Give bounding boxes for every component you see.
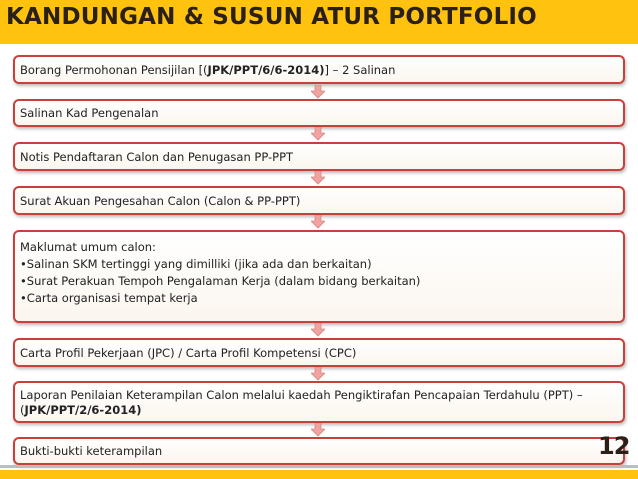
step-7-line-1: Laporan Penilaian Keterampilan Calon melalui kaedah Pengiktirafan Pencapaian Terdahulu (PPT) – bbox=[20, 388, 583, 402]
step-7-line-2: (JPK/PPT/2/6-2014) bbox=[20, 403, 142, 417]
footer-bar bbox=[0, 470, 638, 479]
step-box-8 bbox=[13, 437, 625, 465]
list-item: •Salinan SKM tertinggi yang dimilliki (jika ada dan berkaitan) bbox=[20, 257, 372, 271]
down-arrow-icon bbox=[311, 171, 325, 185]
slide-title: KANDUNGAN & SUSUN ATUR PORTFOLIO bbox=[6, 4, 537, 30]
step-8-text: Bukti-bukti keterampilan bbox=[20, 444, 163, 458]
down-arrow-icon bbox=[311, 323, 325, 337]
step-box-2 bbox=[13, 99, 625, 127]
step-box-7 bbox=[13, 381, 625, 423]
step-6-text: Carta Profil Pekerjaan (JPC) / Carta Profil Kompetensi (CPC) bbox=[20, 345, 357, 360]
step-5-bullets bbox=[20, 256, 618, 307]
step-1-text: Borang Permohonan Pensijilan [(JPK/PPT/6/6-2014)] – 2 Salinan bbox=[20, 62, 396, 77]
step-5-heading: Maklumat umum calon: bbox=[20, 240, 156, 254]
down-arrow-icon bbox=[311, 423, 325, 437]
step-3-text: Notis Pendaftaran Calon dan Penugasan PP-PPT bbox=[20, 149, 294, 164]
footer-divider bbox=[0, 465, 638, 468]
step-box-5 bbox=[13, 230, 625, 323]
down-arrow-icon bbox=[311, 127, 325, 141]
step-2-text: Salinan Kad Pengenalan bbox=[20, 106, 159, 120]
down-arrow-icon bbox=[311, 215, 325, 229]
down-arrow-icon bbox=[311, 85, 325, 99]
step-box-6 bbox=[13, 338, 625, 367]
down-arrow-icon bbox=[311, 367, 325, 381]
page-number: 12 bbox=[598, 432, 630, 460]
list-item: •Carta organisasi tempat kerja bbox=[20, 291, 198, 305]
step-box-1 bbox=[13, 55, 625, 84]
list-item: •Surat Perakuan Tempoh Pengalaman Kerja (dalam bidang berkaitan) bbox=[20, 274, 421, 288]
step-box-3 bbox=[13, 142, 625, 171]
step-box-4 bbox=[13, 186, 625, 215]
step-4-text: Surat Akuan Pengesahan Calon (Calon & PP-PPT) bbox=[20, 193, 301, 208]
